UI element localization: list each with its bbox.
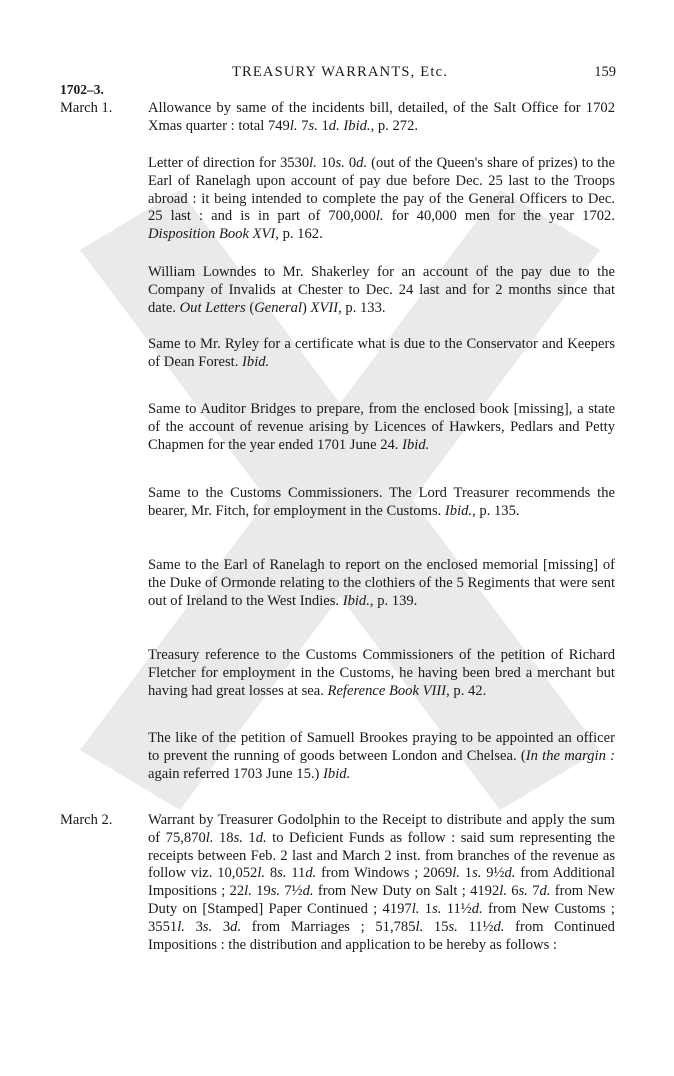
italic-text: l. bbox=[177, 918, 185, 935]
text: 9½ bbox=[481, 865, 505, 882]
text: Letter of direction for 3530 bbox=[148, 155, 310, 171]
italic-text: Ibid. bbox=[242, 353, 270, 370]
text: from New Duty on Salt ; 4192 bbox=[313, 883, 500, 900]
text: 1 bbox=[459, 865, 473, 882]
margin-date: March 1. bbox=[60, 100, 113, 116]
text: Same to Auditor Bridges to prepare, from the enclosed book [missing], a state of the account of revenue arising by Licences of Hawkers, Pedlars and Petty Chapmen for the year ended 1701 June 24. bbox=[148, 401, 615, 453]
italic-text: l. bbox=[375, 208, 384, 225]
italic-text: General bbox=[254, 299, 303, 316]
text: 11 bbox=[286, 865, 306, 882]
running-title: TREASURY WARRANTS, Etc. bbox=[231, 64, 449, 80]
italic-text: s. bbox=[270, 883, 281, 900]
italic-text: s. bbox=[472, 865, 482, 882]
text: The like of the petition of Samuell Brookes praying to be appointed an officer to prevent the running of goods between London and Chelsea. ( bbox=[148, 730, 615, 764]
italic-text: l. bbox=[257, 865, 266, 882]
text: 6 bbox=[506, 883, 519, 900]
text: , p. 42. bbox=[446, 682, 487, 699]
italic-text: s. bbox=[518, 883, 528, 900]
text: 3 bbox=[212, 918, 231, 935]
italic-text: d. bbox=[539, 883, 551, 900]
italic-text: Disposition Book XVI bbox=[148, 226, 276, 243]
italic-text: d. bbox=[493, 918, 505, 935]
entry-paragraph bbox=[148, 155, 615, 244]
text: Same to Mr. Ryley for a certificate what is due to the Conservator and Keepers of Dean Forest. bbox=[148, 336, 615, 370]
text: 7 bbox=[297, 117, 309, 134]
italic-text: l. bbox=[499, 883, 507, 900]
italic-text: s. bbox=[448, 918, 458, 935]
text: 15 bbox=[423, 918, 449, 935]
italic-text: s. bbox=[335, 155, 345, 171]
text: , p. 162. bbox=[275, 226, 323, 243]
text: 0 bbox=[344, 155, 357, 171]
entry-paragraph bbox=[148, 647, 615, 700]
text: from Windows ; 2069 bbox=[316, 865, 453, 882]
italic-text: l. bbox=[205, 829, 214, 846]
italic-text: l. bbox=[289, 117, 298, 134]
italic-text: s. bbox=[202, 918, 213, 935]
margin-date: March 2. bbox=[60, 812, 113, 828]
text: , p. 135. bbox=[472, 502, 520, 519]
italic-text: s. bbox=[277, 865, 287, 882]
text: from Continued Impositions : the distribution and application to be hereby as follows : bbox=[148, 918, 615, 953]
entry-paragraph bbox=[148, 812, 615, 954]
margin-year: 1702–3. bbox=[60, 82, 104, 97]
italic-text: l. bbox=[452, 865, 460, 882]
text: Same to the Customs Commissioners. The Lord Treasurer recommends the bearer, Mr. Fitch, for employment in the Customs. bbox=[148, 485, 615, 519]
text: from New Duty on [Stamped] Paper Continued ; 4197 bbox=[148, 883, 615, 917]
text: 7½ bbox=[280, 883, 303, 900]
italic-text: d. bbox=[255, 829, 267, 846]
italic-text: l. bbox=[411, 900, 420, 917]
page-header bbox=[60, 64, 620, 84]
italic-text: l. bbox=[244, 883, 252, 900]
text: to Deficient Funds as follow : said sum representing the receipts between Feb. 2 last and March 2 inst. from branches of the revenue as follow viz. 10,052 bbox=[148, 829, 615, 882]
text: , p. 133. bbox=[338, 299, 386, 316]
text: 10 bbox=[316, 155, 336, 171]
entry-paragraph bbox=[148, 336, 615, 372]
italic-text: Ibid. bbox=[342, 592, 370, 609]
text: Warrant by Treasurer Godolphin to the Receipt to distribute and apply the sum of 75,870 bbox=[148, 812, 615, 846]
text: from Marriages ; 51,785 bbox=[241, 918, 416, 935]
italic-text: d. bbox=[504, 865, 516, 882]
italic-text: d. bbox=[302, 883, 314, 900]
text: 11½ bbox=[441, 900, 472, 917]
entry-paragraph bbox=[148, 401, 615, 454]
text: 3 bbox=[184, 918, 203, 935]
text: 18 bbox=[213, 829, 234, 846]
page-number: 159 bbox=[594, 64, 616, 80]
entry-paragraph bbox=[148, 557, 615, 610]
text: 1 bbox=[317, 117, 329, 134]
text: William Lowndes to Mr. Shakerley for an account of the pay due to the Company of Invalids at Chester to Dec. 24 last and for 2 months since that date. bbox=[148, 264, 615, 316]
italic-text: XVII bbox=[310, 299, 339, 316]
text: 8 bbox=[265, 865, 278, 882]
italic-text: s. bbox=[308, 117, 318, 134]
entry-paragraph bbox=[148, 730, 615, 783]
italic-text: s. bbox=[432, 900, 442, 917]
text: 1 bbox=[242, 829, 256, 846]
text: 19 bbox=[251, 883, 271, 900]
text: 11½ bbox=[457, 918, 494, 935]
italic-text: d. bbox=[328, 117, 340, 134]
italic-text: Ibid. bbox=[402, 436, 430, 453]
text: from New Customs ; 3551 bbox=[148, 900, 615, 935]
italic-text: d. bbox=[305, 865, 317, 882]
italic-text: l. bbox=[415, 918, 424, 935]
entry-paragraph bbox=[148, 485, 615, 521]
italic-text: Ibid. bbox=[343, 117, 371, 134]
italic-text: d. bbox=[230, 918, 242, 935]
italic-text: s. bbox=[233, 829, 243, 846]
text: Same to the Earl of Ranelagh to report on the enclosed memorial [missing] of the Duke of Ormonde relating to the clothiers of the 5 Regiments that were sent out of Ireland to the West Indies. bbox=[148, 557, 615, 609]
text: ) bbox=[302, 299, 311, 316]
italic-text: d. bbox=[471, 900, 483, 917]
text: again referred 1703 June 15.) bbox=[148, 765, 324, 782]
entry-paragraph bbox=[148, 100, 615, 136]
text: 1 bbox=[419, 900, 433, 917]
italic-text: Ibid. bbox=[444, 502, 473, 519]
text: 7 bbox=[527, 883, 540, 900]
text: from Additional Impositions ; 22 bbox=[148, 865, 616, 900]
text: (out of the Queen's share of prizes) to the Earl of Ranelagh upon account of pay due before Dec. 25 last to the Troops abroad : it being intended to complete the pay of the General Officers to Dec. 25 last : and is in part of 700,000 bbox=[148, 155, 615, 225]
italic-text: d. bbox=[356, 155, 368, 171]
italic-text: l. bbox=[309, 155, 317, 171]
italic-text: In the margin : bbox=[525, 747, 615, 764]
text: ( bbox=[245, 299, 255, 316]
text: , p. 139. bbox=[369, 592, 418, 609]
text: for 40,000 men for the year 1702. bbox=[383, 208, 615, 225]
italic-text: Reference Book VIII bbox=[327, 682, 447, 699]
text: , p. 272. bbox=[370, 117, 419, 134]
italic-text: Out Letters bbox=[179, 299, 246, 316]
text: Allowance by same of the incidents bill, detailed, of the Salt Office for 1702 Xmas quarter : total 749 bbox=[148, 100, 615, 134]
italic-text: Ibid. bbox=[323, 765, 351, 782]
entry-paragraph bbox=[148, 264, 615, 317]
text: Treasury reference to the Customs Commissioners of the petition of Richard Fletcher for employment in the Customs, he having been bred a merchant but having had great losses at sea. bbox=[148, 647, 615, 699]
